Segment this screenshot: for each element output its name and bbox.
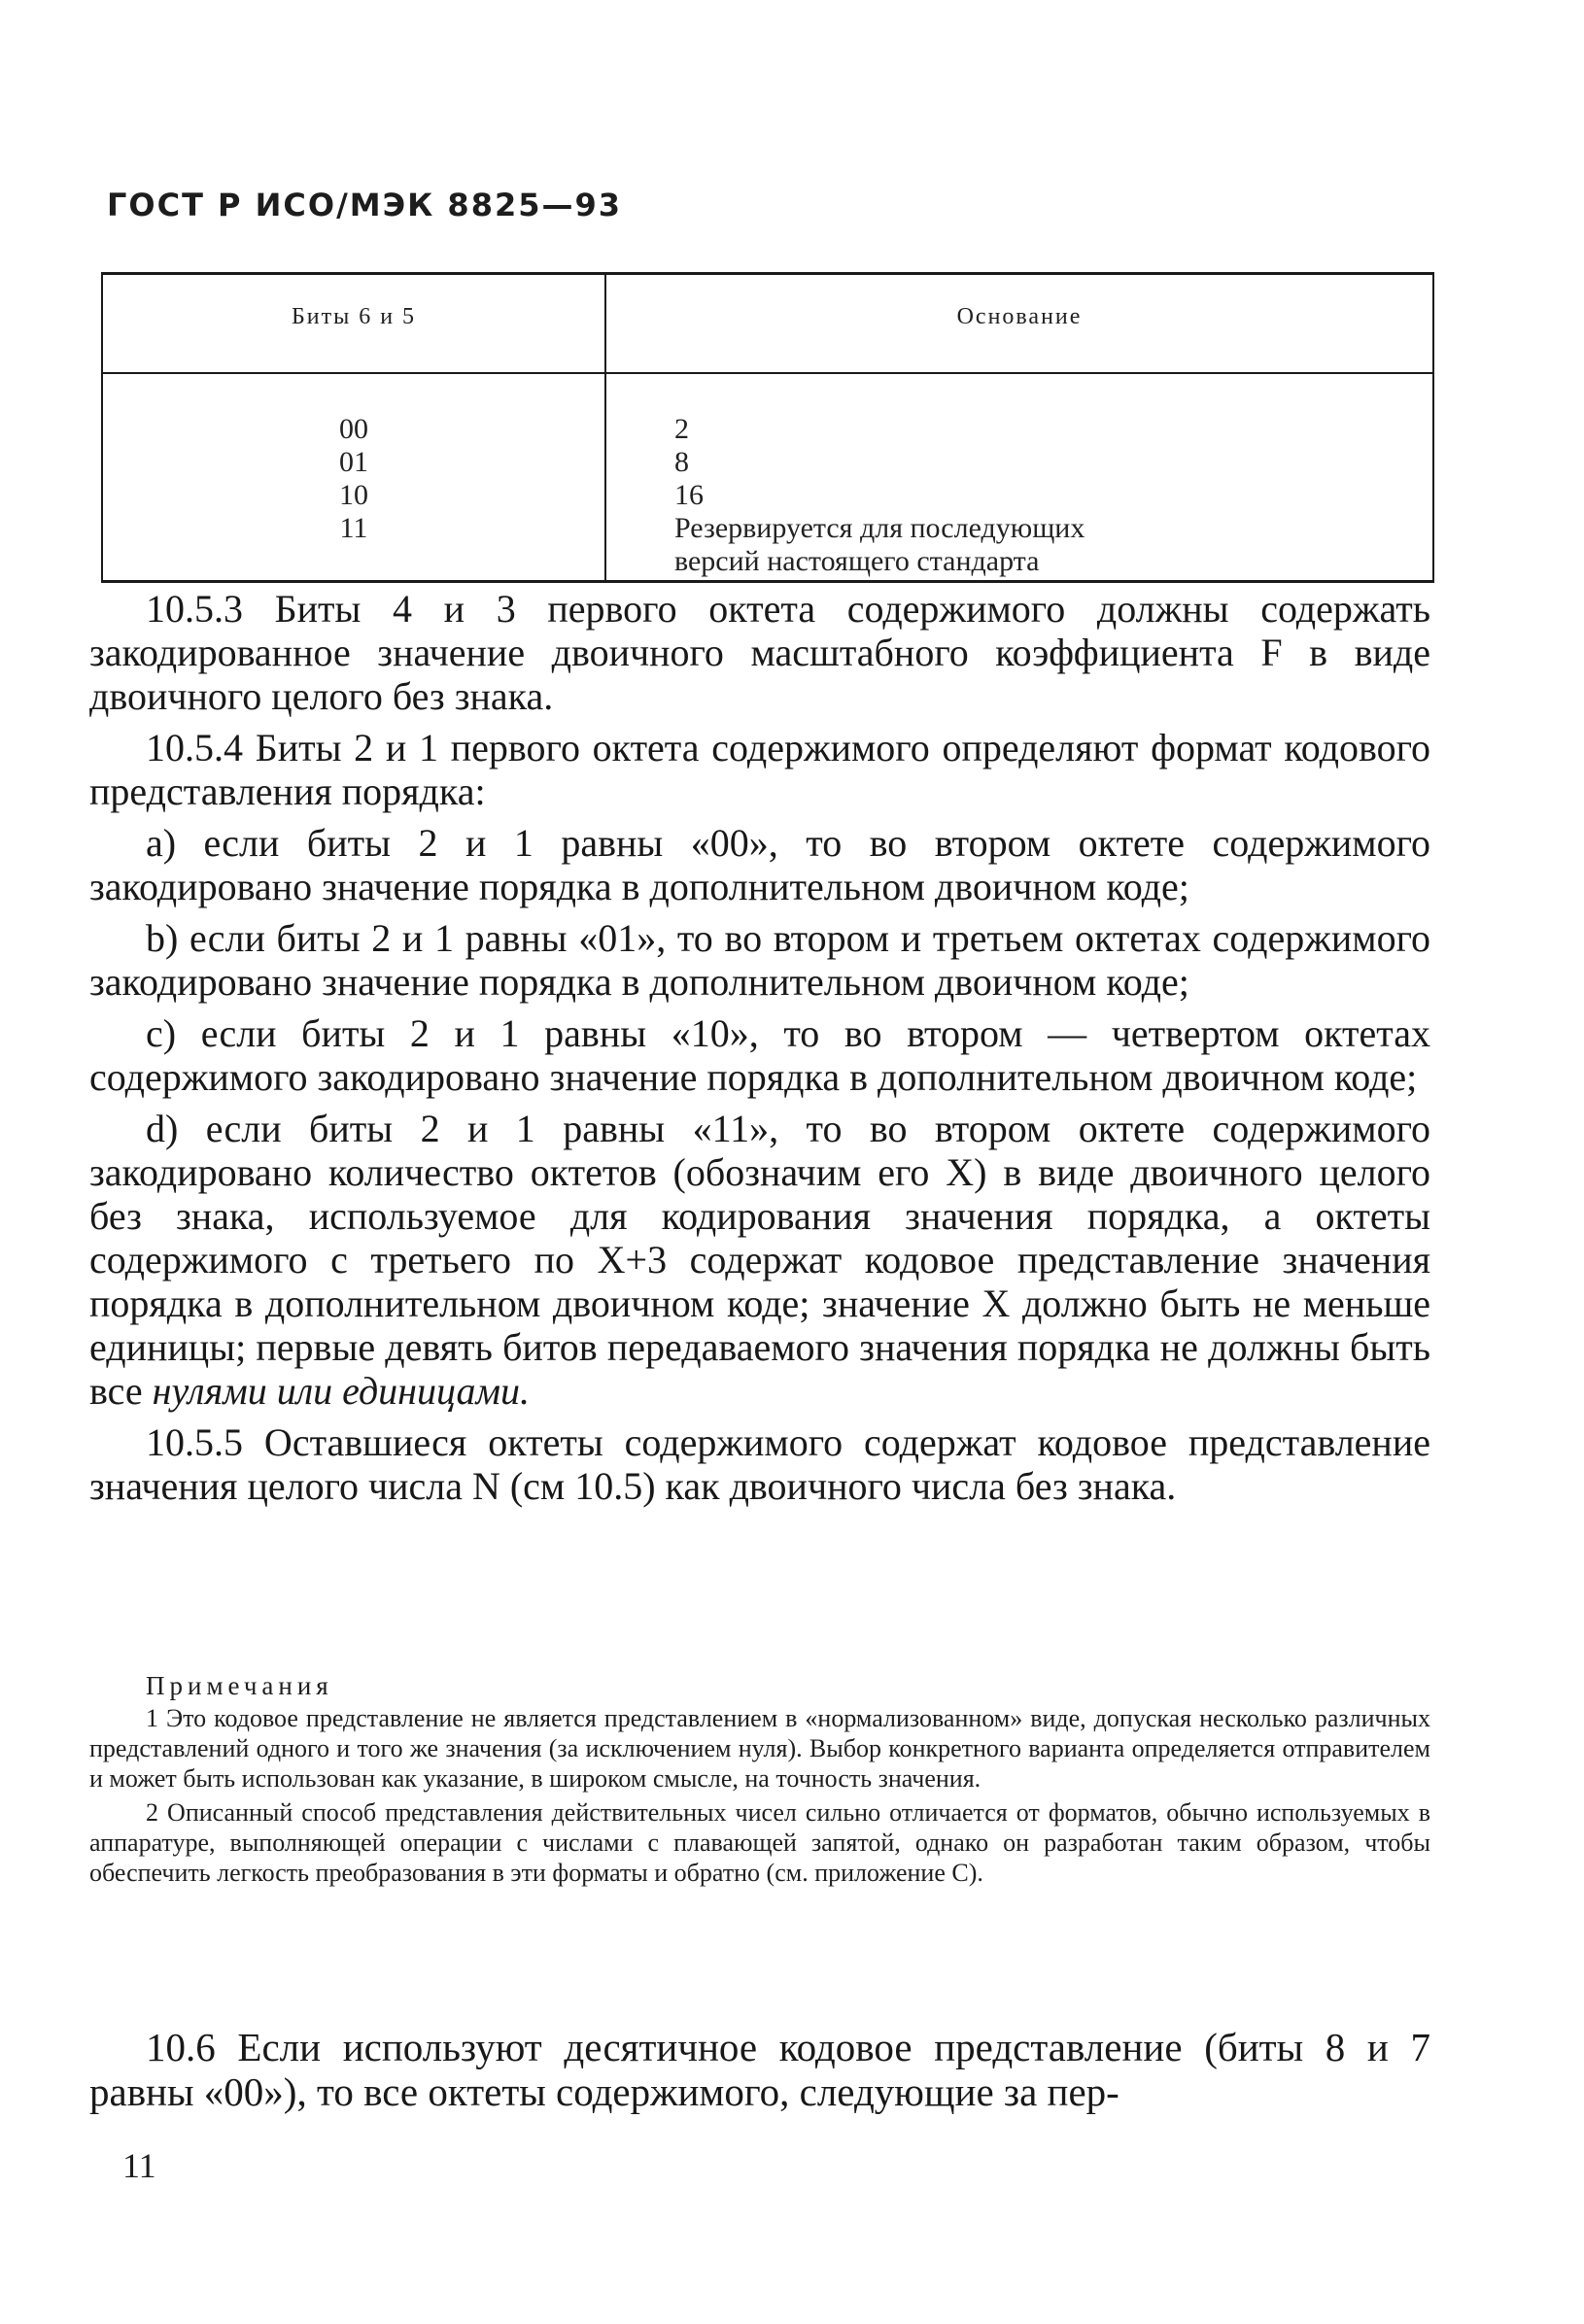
paragraph-item-b: b) если биты 2 и 1 равны «01», то во втором и третьем октетах содержимого закодировано значение порядка в дополнительном двоичном коде;	[89, 916, 1430, 1004]
table-header-divider	[103, 372, 1432, 374]
paragraph-10-5-5: 10.5.5 Оставшиеся октеты содержимого содержат кодовое представление значения целого числа N (см 10.5) как двоичного числа без знака.	[89, 1420, 1430, 1508]
table-header-base: Основание	[956, 304, 1083, 329]
paragraph-10-5-4: 10.5.4 Биты 2 и 1 первого октета содержимого определяют формат кодового представления порядка:	[89, 726, 1430, 813]
notes-title: Примечания	[146, 1671, 333, 1700]
table-cell	[103, 545, 604, 578]
paragraph-item-d-italic: нулями или единицами.	[152, 1369, 531, 1413]
paragraph-item-a: а) если биты 2 и 1 равны «00», то во втором октете содержимого закодировано значение порядка в дополнительном двоичном коде;	[89, 821, 1430, 908]
table-cell: 11	[339, 512, 368, 544]
table-cell: 01	[339, 446, 368, 478]
table-cell: 10	[339, 479, 368, 511]
note-2: 2 Описанный способ представления действительных чисел сильно отличается от форматов, обычно используемых в аппаратуре, выполняющей операции с числами с плавающей запятой, однако он разработан таким образом, чтобы обеспечить легкость преобразования в эти форматы и обратно (см. приложение С).	[89, 1798, 1430, 1887]
table-cell: 16	[674, 479, 704, 511]
notes-block	[89, 1671, 1430, 1892]
paragraph-item-d	[89, 1107, 1430, 1413]
page-number: 11	[122, 2146, 156, 2185]
table-header-bits: Биты 6 и 5	[291, 304, 417, 329]
table-cell: 2	[674, 413, 689, 445]
main-text	[89, 587, 1430, 1516]
table-cell: 00	[339, 413, 368, 445]
table-cell: 8	[674, 446, 689, 478]
paragraph-10-6	[89, 2025, 1430, 2122]
paragraph-10-5-3: 10.5.3 Биты 4 и 3 первого октета содержимого должны содержать закодированное значение двоичного масштабного коэффициента F в виде двоичного целого без знака.	[89, 587, 1430, 718]
page-header: ГОСТ Р ИСО/МЭК 8825—93	[107, 187, 623, 223]
paragraph-item-d-text: d) если биты 2 и 1 равны «11», то во втором октете содержимого закодировано количество октетов (обозначим его X) в виде двоичного целого без знака, используемое для кодирования значения порядка, а октеты содержимого с третьего по X+3 содержат кодовое представление значения порядка в дополнительном двоичном коде; значение X должно быть не меньше единицы; первые девять битов передаваемого значения порядка не должны быть все	[89, 1107, 1430, 1413]
bits-base-table	[101, 272, 1434, 583]
paragraph-10-6-text: 10.6 Если используют десятичное кодовое представление (биты 8 и 7 равны «00»), то все октеты содержимого, следующие за пер-	[89, 2025, 1430, 2114]
table-cell: Резервируется для последующих	[674, 512, 1085, 544]
table-bits-column	[103, 413, 604, 578]
table-cell: версий настоящего стандарта	[674, 545, 1040, 577]
table-base-column	[674, 413, 1423, 578]
note-1: 1 Это кодовое представление не является представлением в «нормализованном» виде, допуская несколько различных представлений одного и того же значения (за исключением нуля). Выбор конкретного варианта определяется отправителем и может быть использован как указание, в широком смысле, на точность значения.	[89, 1704, 1430, 1793]
paragraph-item-c: с) если биты 2 и 1 равны «10», то во втором — четвертом октетах содержимого закодировано значение порядка в дополнительном двоичном коде;	[89, 1011, 1430, 1099]
